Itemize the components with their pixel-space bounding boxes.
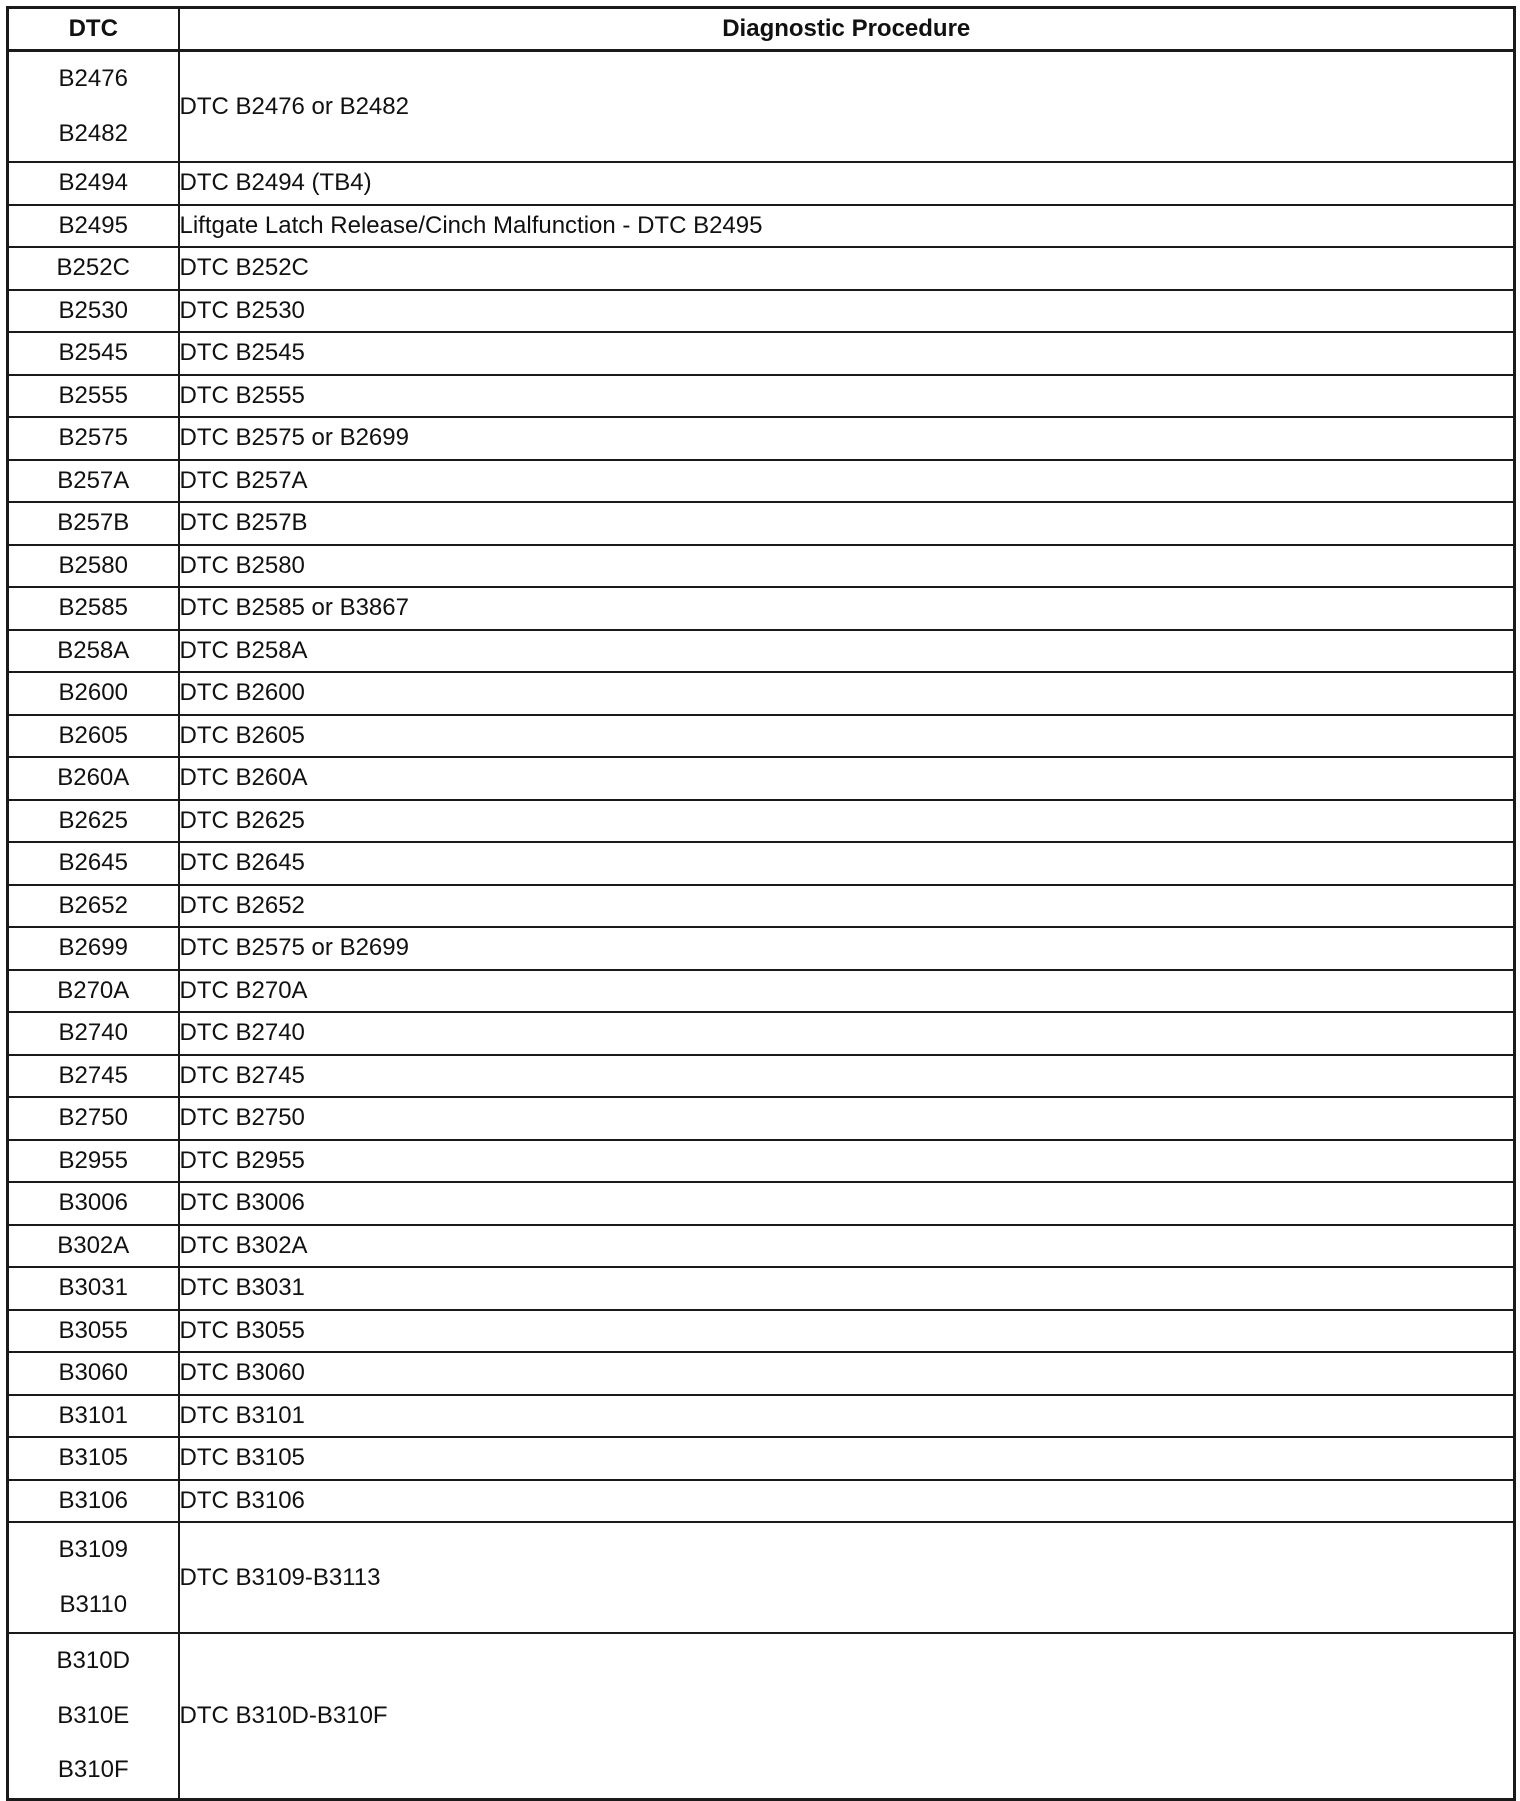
diagnostic-procedure-text: DTC B3060	[179, 1359, 305, 1387]
dtc-code: B3060	[58, 1359, 128, 1387]
diagnostic-procedure-text: DTC B3006	[179, 1189, 305, 1217]
table-row	[8, 247, 1515, 290]
dtc-code-cell	[8, 1012, 179, 1055]
dtc-code-cell	[8, 1097, 179, 1140]
dtc-code-cell	[8, 1480, 179, 1523]
table-row	[8, 672, 1515, 715]
dtc-code: B2600	[58, 679, 128, 707]
diagnostic-procedure-cell	[179, 1395, 1515, 1438]
table-row	[8, 885, 1515, 928]
dtc-code: B260A	[57, 764, 130, 792]
diagnostic-procedure-text: DTC B2494 (TB4)	[179, 169, 372, 197]
diagnostic-procedure-cell	[179, 1140, 1515, 1183]
diagnostic-procedure-cell	[179, 1480, 1515, 1523]
dtc-code-cell	[8, 205, 179, 248]
table-row	[8, 1352, 1515, 1395]
dtc-code-cell	[8, 1522, 179, 1633]
diagnostic-procedure-text: Liftgate Latch Release/Cinch Malfunction - DTC B2495	[179, 211, 763, 239]
table-row	[8, 757, 1515, 800]
table-row	[8, 1480, 1515, 1523]
table-row	[8, 1055, 1515, 1098]
diagnostic-procedure-cell	[179, 715, 1515, 758]
table-row	[8, 842, 1515, 885]
dtc-code: B310F	[57, 1756, 129, 1784]
dtc-code: B2476	[58, 65, 128, 93]
dtc-code-cell	[8, 757, 179, 800]
table-row	[8, 1267, 1515, 1310]
dtc-code-cell	[8, 1437, 179, 1480]
dtc-code-cell	[8, 672, 179, 715]
table-row	[8, 332, 1515, 375]
diagnostic-procedure-text: DTC B310D-B310F	[179, 1701, 388, 1729]
diagnostic-procedure-text: DTC B2575 or B2699	[179, 934, 409, 962]
dtc-code: B3109	[58, 1536, 128, 1564]
table-row	[8, 502, 1515, 545]
dtc-code: B257A	[57, 466, 130, 494]
diagnostic-procedure-text: DTC B2580	[179, 551, 305, 579]
dtc-code-cell	[8, 842, 179, 885]
table-row	[8, 927, 1515, 970]
dtc-code-cell	[8, 1267, 179, 1310]
dtc-code-cell	[8, 800, 179, 843]
dtc-code: B3110	[59, 1590, 128, 1618]
diagnostic-procedure-text: DTC B270A	[179, 976, 308, 1004]
diagnostic-procedure-text: DTC B2740	[179, 1019, 305, 1047]
diagnostic-procedure-text: DTC B302A	[179, 1231, 308, 1259]
dtc-code-cell	[8, 970, 179, 1013]
diagnostic-procedure-cell	[179, 757, 1515, 800]
dtc-code: B270A	[57, 976, 130, 1004]
diagnostic-procedure-cell	[179, 1437, 1515, 1480]
dtc-code: B2580	[58, 551, 128, 579]
dtc-code: B2530	[58, 296, 128, 324]
diagnostic-procedure-cell	[179, 630, 1515, 673]
diagnostic-procedure-cell	[179, 545, 1515, 588]
diagnostic-procedure-cell	[179, 51, 1515, 163]
dtc-code: B2699	[58, 934, 128, 962]
diagnostic-procedure-text: DTC B2750	[179, 1104, 305, 1132]
diagnostic-procedure-text: DTC B2625	[179, 806, 305, 834]
dtc-table	[6, 6, 1516, 1801]
dtc-code-cell	[8, 162, 179, 205]
diagnostic-procedure-cell	[179, 205, 1515, 248]
table-row	[8, 587, 1515, 630]
header-procedure: Diagnostic Procedure	[179, 8, 1515, 51]
diagnostic-procedure-text: DTC B2652	[179, 891, 305, 919]
dtc-code: B2645	[58, 849, 128, 877]
dtc-code-cell	[8, 545, 179, 588]
dtc-code: B2482	[58, 119, 128, 147]
diagnostic-procedure-text: DTC B3031	[179, 1274, 305, 1302]
dtc-code: B258A	[57, 636, 130, 664]
dtc-code-cell	[8, 715, 179, 758]
diagnostic-procedure-text: DTC B258A	[179, 636, 308, 664]
table-row	[8, 1182, 1515, 1225]
table-row	[8, 970, 1515, 1013]
dtc-code-cell	[8, 1182, 179, 1225]
dtc-code-cell	[8, 1310, 179, 1353]
diagnostic-procedure-text: DTC B2555	[179, 381, 305, 409]
table-body	[8, 51, 1515, 1800]
dtc-code: B2652	[58, 891, 128, 919]
diagnostic-procedure-text: DTC B2645	[179, 849, 305, 877]
diagnostic-procedure-text: DTC B252C	[179, 254, 309, 282]
table-row	[8, 1310, 1515, 1353]
dtc-code: B2605	[58, 721, 128, 749]
dtc-code-cell	[8, 247, 179, 290]
dtc-code: B3105	[58, 1444, 128, 1472]
dtc-code-cell	[8, 1055, 179, 1098]
diagnostic-procedure-text: DTC B2600	[179, 679, 305, 707]
diagnostic-procedure-text: DTC B257B	[179, 509, 308, 537]
table-row	[8, 800, 1515, 843]
diagnostic-procedure-cell	[179, 1012, 1515, 1055]
diagnostic-procedure-cell	[179, 375, 1515, 418]
diagnostic-procedure-cell	[179, 1352, 1515, 1395]
dtc-code: B3031	[58, 1274, 128, 1302]
table-row	[8, 162, 1515, 205]
dtc-code-cell	[8, 1352, 179, 1395]
dtc-code-cell	[8, 630, 179, 673]
dtc-code: B2955	[58, 1146, 128, 1174]
diagnostic-procedure-cell	[179, 587, 1515, 630]
table-row	[8, 630, 1515, 673]
header-row	[8, 8, 1515, 51]
diagnostic-procedure-cell	[179, 460, 1515, 503]
dtc-code: B2745	[58, 1061, 128, 1089]
dtc-code: B257B	[57, 509, 130, 537]
dtc-code: B2740	[58, 1019, 128, 1047]
diagnostic-procedure-text: DTC B2575 or B2699	[179, 424, 409, 452]
dtc-code-cell	[8, 587, 179, 630]
dtc-code: B252C	[56, 254, 130, 282]
diagnostic-procedure-cell	[179, 162, 1515, 205]
table-row	[8, 460, 1515, 503]
table-row	[8, 1437, 1515, 1480]
table-row	[8, 1097, 1515, 1140]
table-row	[8, 375, 1515, 418]
dtc-code: B302A	[57, 1231, 130, 1259]
dtc-code: B2575	[58, 424, 128, 452]
dtc-code: B2495	[58, 211, 128, 239]
diagnostic-procedure-cell	[179, 417, 1515, 460]
diagnostic-procedure-cell	[179, 1522, 1515, 1633]
table-row	[8, 417, 1515, 460]
header-dtc: DTC	[8, 8, 179, 51]
dtc-code: B2555	[58, 381, 128, 409]
diagnostic-procedure-cell	[179, 1055, 1515, 1098]
dtc-code-cell	[8, 460, 179, 503]
table-row	[8, 205, 1515, 248]
diagnostic-procedure-text: DTC B3055	[179, 1316, 305, 1344]
dtc-code-cell	[8, 1395, 179, 1438]
table-row	[8, 1633, 1515, 1799]
dtc-code-cell	[8, 1225, 179, 1268]
diagnostic-procedure-cell	[179, 332, 1515, 375]
diagnostic-procedure-cell	[179, 1310, 1515, 1353]
diagnostic-procedure-cell	[179, 672, 1515, 715]
diagnostic-procedure-text: DTC B2605	[179, 721, 305, 749]
diagnostic-procedure-cell	[179, 970, 1515, 1013]
diagnostic-procedure-text: DTC B2585 or B3867	[179, 594, 409, 622]
dtc-code: B2750	[58, 1104, 128, 1132]
table-row	[8, 1012, 1515, 1055]
table-row	[8, 290, 1515, 333]
diagnostic-procedure-text: DTC B257A	[179, 466, 308, 494]
diagnostic-procedure-text: DTC B2545	[179, 339, 305, 367]
dtc-code-cell	[8, 417, 179, 460]
diagnostic-procedure-cell	[179, 247, 1515, 290]
dtc-code: B3101	[58, 1401, 128, 1429]
diagnostic-procedure-cell	[179, 800, 1515, 843]
diagnostic-procedure-text: DTC B3106	[179, 1486, 305, 1514]
dtc-code-cell	[8, 51, 179, 163]
table-row	[8, 1140, 1515, 1183]
diagnostic-procedure-cell	[179, 1633, 1515, 1799]
dtc-code-cell	[8, 1140, 179, 1183]
table-row	[8, 1225, 1515, 1268]
diagnostic-procedure-text: DTC B3101	[179, 1401, 305, 1429]
dtc-code: B2494	[58, 169, 128, 197]
diagnostic-procedure-text: DTC B260A	[179, 764, 308, 792]
dtc-code-cell	[8, 885, 179, 928]
diagnostic-procedure-text: DTC B2476 or B2482	[179, 92, 409, 120]
dtc-code: B2585	[58, 594, 128, 622]
diagnostic-procedure-cell	[179, 885, 1515, 928]
diagnostic-procedure-text: DTC B2745	[179, 1061, 305, 1089]
diagnostic-procedure-text: DTC B3105	[179, 1444, 305, 1472]
diagnostic-procedure-cell	[179, 842, 1515, 885]
dtc-code-cell	[8, 502, 179, 545]
diagnostic-procedure-cell	[179, 1182, 1515, 1225]
dtc-code: B2545	[58, 339, 128, 367]
diagnostic-procedure-text: DTC B2955	[179, 1146, 305, 1174]
table-row	[8, 545, 1515, 588]
diagnostic-procedure-cell	[179, 502, 1515, 545]
table-row	[8, 715, 1515, 758]
dtc-code: B310D	[56, 1647, 130, 1675]
table-row	[8, 1522, 1515, 1633]
diagnostic-procedure-cell	[179, 1225, 1515, 1268]
dtc-code-cell	[8, 290, 179, 333]
dtc-code: B3055	[58, 1316, 128, 1344]
dtc-code-cell	[8, 1633, 179, 1799]
diagnostic-procedure-cell	[179, 927, 1515, 970]
dtc-code-cell	[8, 375, 179, 418]
diagnostic-procedure-cell	[179, 290, 1515, 333]
table-row	[8, 1395, 1515, 1438]
dtc-code: B3006	[58, 1189, 128, 1217]
diagnostic-procedure-cell	[179, 1267, 1515, 1310]
dtc-code-cell	[8, 332, 179, 375]
dtc-code: B310E	[57, 1701, 130, 1729]
dtc-code-cell	[8, 927, 179, 970]
diagnostic-procedure-text: DTC B2530	[179, 296, 305, 324]
dtc-code: B3106	[58, 1486, 128, 1514]
diagnostic-procedure-text: DTC B3109-B3113	[179, 1563, 381, 1591]
dtc-code: B2625	[58, 806, 128, 834]
diagnostic-procedure-cell	[179, 1097, 1515, 1140]
table-row	[8, 51, 1515, 163]
